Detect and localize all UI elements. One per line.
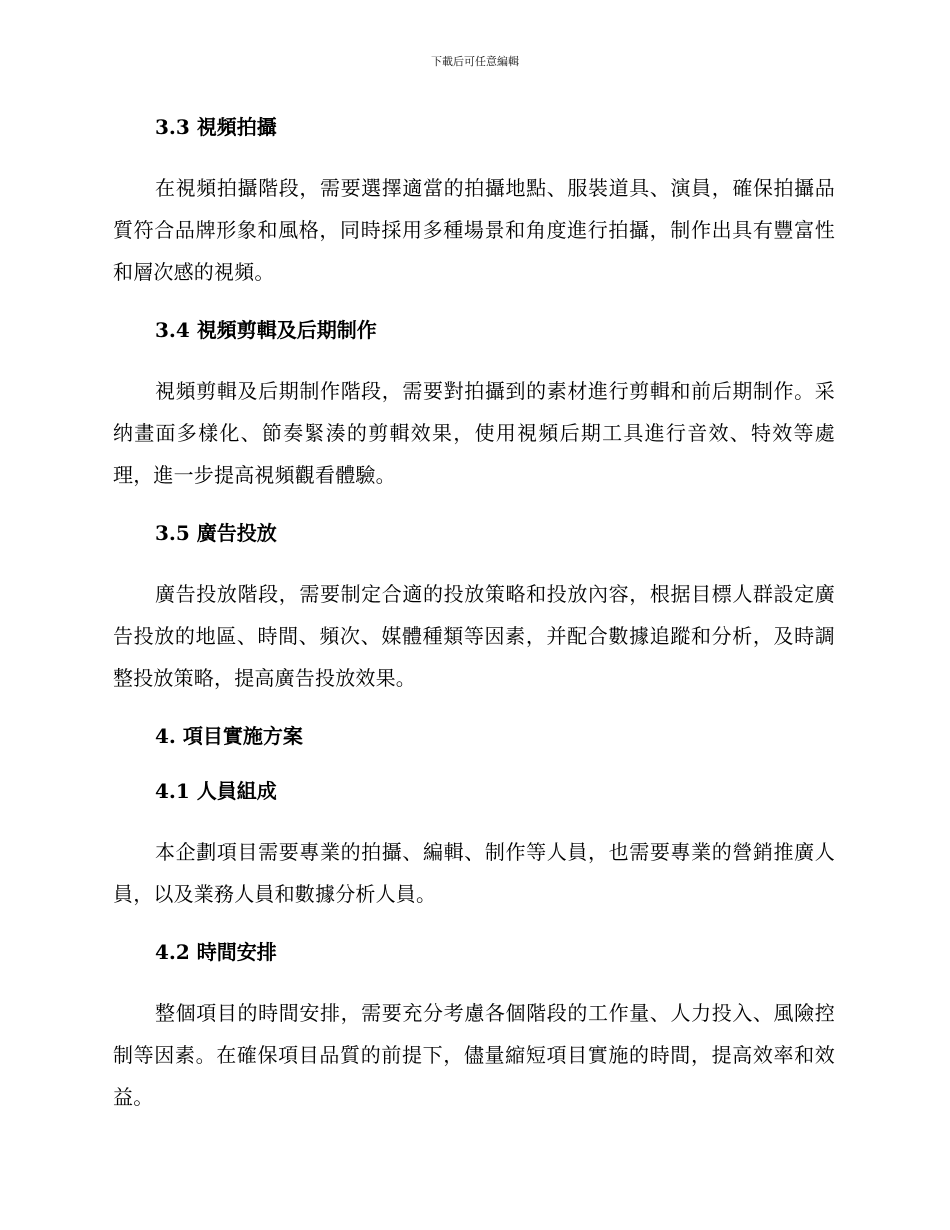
- document-body: [113, 112, 835, 1118]
- section-body-3-4: 視頻剪輯及后期制作階段，需要對拍攝到的素材進行剪輯和前后期制作。采纳畫面多樣化、節奏緊湊的剪輯效果，使用視頻后期工具進行音效、特效等處理，進一步提高視頻觀看體驗。: [113, 379, 835, 487]
- section-heading-4-1: 4.1 人員組成: [155, 779, 277, 803]
- page-header: 下載后可任意編輯: [431, 55, 519, 68]
- section-body-4-2: 整個項目的時間安排，需要充分考慮各個階段的工作量、人力投入、風險控制等因素。在確保項目品質的前提下，儘量縮短項目實施的時間，提高效率和效益。: [113, 1001, 835, 1109]
- section-heading-4-2: 4.2 時間安排: [155, 940, 277, 964]
- section-heading-4: 4. 項目實施方案: [155, 724, 303, 748]
- section-body-4-1: 本企劃項目需要專業的拍攝、編輯、制作等人員，也需要專業的營銷推廣人員，以及業務人員和數據分析人員。: [113, 840, 835, 906]
- section-heading-3-3: 3.3 視頻拍攝: [155, 115, 277, 139]
- section-heading-3-5: 3.5 廣告投放: [155, 521, 277, 545]
- section-body-3-3: 在視頻拍攝階段，需要選擇適當的拍攝地點、服裝道具、演員，確保拍攝品質符合品牌形象和風格，同時採用多種場景和角度進行拍攝，制作出具有豐富性和層次感的視頻。: [113, 176, 835, 284]
- section-body-3-5: 廣告投放階段，需要制定合適的投放策略和投放內容，根据目標人群設定廣告投放的地區、時間、頻次、媒體種類等因素，并配合數據追蹤和分析，及時調整投放策略，提高廣告投放效果。: [113, 582, 835, 690]
- section-heading-3-4: 3.4 視頻剪輯及后期制作: [155, 318, 377, 342]
